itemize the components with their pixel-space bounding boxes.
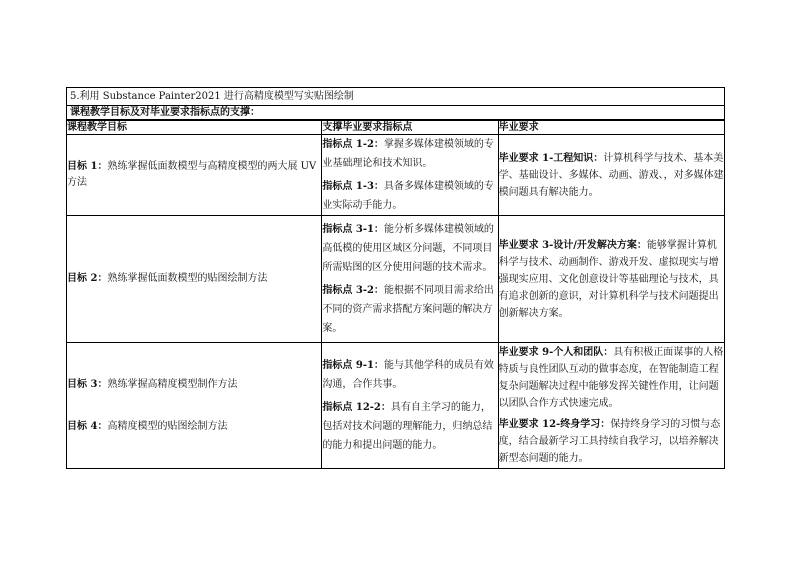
table-row <box>67 216 725 343</box>
indicator-item: 指标点 3-2：能根据不同项目需求给出不同的资产需求搭配方案问题的解决方案。 <box>322 285 494 334</box>
indicator-item: 指标点 9-1：能与其他学科的成员有效沟通，合作共事。 <box>322 360 494 390</box>
requirement-item: 毕业要求 12-终身学习：保持终身学习的习惯与态度，结合最新学习工具持续自我学习，以培养解决新型态问题的能力。 <box>498 419 721 464</box>
indicator-item: 指标点 12-2：具有自主学习的能力，包括对技术问题的理解能力，归纳总结的能力和提出问题的能力。 <box>322 402 493 451</box>
header-goals: 课程教学目标 <box>67 121 322 135</box>
requirements-cell <box>498 135 724 216</box>
goal-item: 目标 1：熟练掌握低面数模型与高精度模型的两大展 UV 方法 <box>67 161 317 188</box>
indicators-cell <box>322 216 498 343</box>
indicators-cell <box>322 135 498 216</box>
header-indicators: 支撑毕业要求指标点 <box>322 121 498 135</box>
goal-item: 目标 4：高精度模型的贴图绘制方法 <box>67 420 228 432</box>
requirement-item: 毕业要求 9-个人和团队：具有积极正面谋事的人格特质与良性团队互动的做事态度，在智能制造工程复杂问题解决过程中能够发挥关键性作用，让问题以团队合作方式快速完成。 <box>498 347 724 409</box>
objectives-table <box>66 120 725 469</box>
indicator-item: 指标点 3-1：能分析多媒体建模领域的高低模的使用区域区分问题，不同项目所需贴图的区分使用问题的技术需求。 <box>322 224 494 273</box>
section-title: 5.利用 Substance Painter2021 进行高精度模型写实贴图绘制 <box>66 87 725 106</box>
indicator-item: 指标点 1-3：具备多媒体建模领域的专业实际动手能力。 <box>322 181 494 211</box>
document-page <box>66 87 725 469</box>
goals-cell <box>67 216 322 343</box>
requirement-item: 毕业要求 3-设计/开发解决方案：能够掌握计算机科学与技术、动画制作、游戏开发、虚拟现实与增强现实应用、文化创意设计等基础理论与技术，具有追求创新的意识，对计算机科学与技术问题提出创新解决方案。 <box>498 239 719 319</box>
indicators-cell <box>322 343 498 469</box>
header-requirements: 毕业要求 <box>498 121 724 135</box>
requirement-item: 毕业要求 1-工程知识：计算机科学与技术、基本美学、基础设计、多媒体、动画、游戏、，对多媒体建模问题具有解决能力。 <box>498 152 724 198</box>
table-row <box>67 135 725 216</box>
table-row <box>67 343 725 469</box>
goal-item: 目标 3：熟练掌握高精度模型制作方法 <box>67 378 238 390</box>
goal-item: 目标 2：熟练掌握低面数模型的贴图绘制方法 <box>67 273 268 284</box>
requirements-cell <box>498 343 724 469</box>
table-header-row <box>67 121 725 135</box>
goals-cell <box>67 343 322 469</box>
requirements-cell <box>498 216 724 343</box>
indicator-item: 指标点 1-2：掌握多媒体建模领域的专业基础理论和技术知识。 <box>322 139 494 169</box>
support-heading: 课程教学目标及对毕业要求指标点的支撑： <box>66 106 725 120</box>
goals-cell <box>67 135 322 216</box>
